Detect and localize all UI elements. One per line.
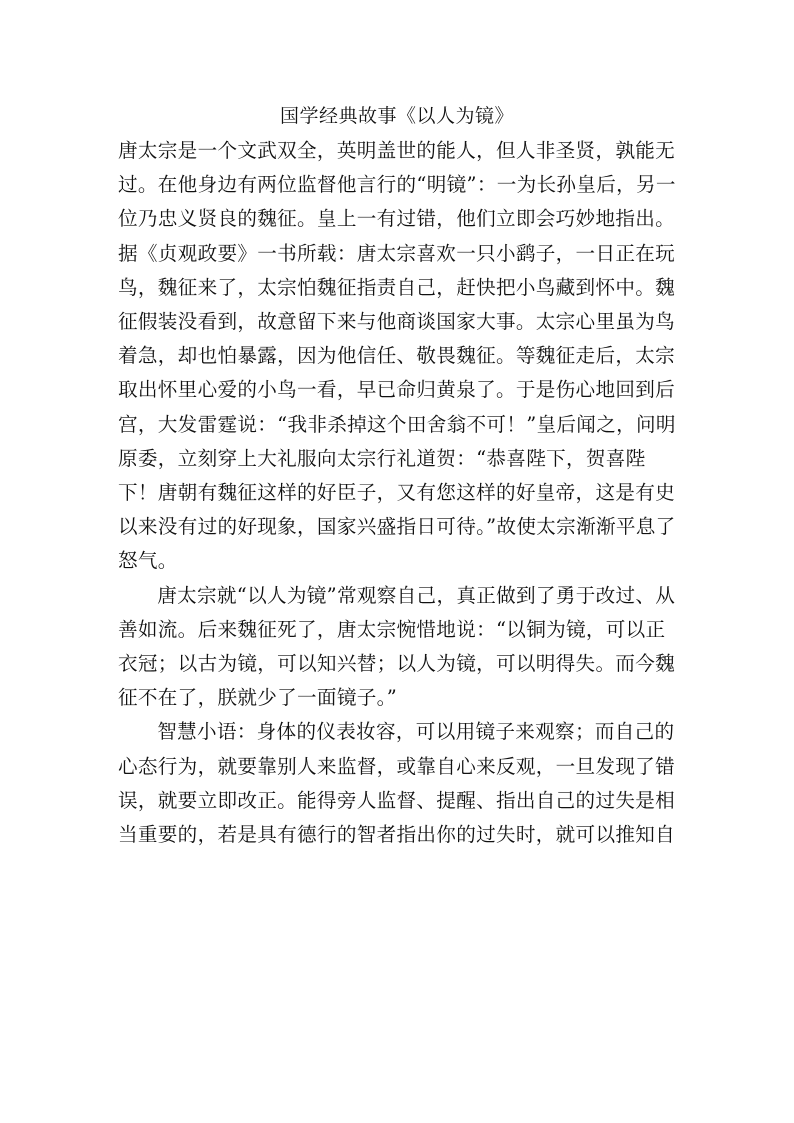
paragraph-story: 唐太宗是一个文武双全，英明盖世的能人，但人非圣贤，孰能无过。在他身边有两位监督他言行的“明镜”：一为长孙皇后，另一位乃忠义贤良的魏征。皇上一有过错，他们立即会巧妙地指出。据《贞观政要》一书所载：唐太宗喜欢一只小鹞子，一日正在玩鸟，魏征来了，太宗怕魏征指责自己，赶快把小鸟藏到怀中。魏征假装没看到，故意留下来与他商谈国家大事。太宗心里虽为鸟着急，却也怕暴露，因为他信任、敬畏魏征。等魏征走后，太宗取出怀里心爱的小鸟一看，早已命归黄泉了。于是伤心地回到后宫，大发雷霆说：“我非杀掉这个田舍翁不可！”皇后闻之，问明原委，立刻穿上大礼服向太宗行礼道贺：“恭喜陛下，贺喜陛下！唐朝有魏征这样的好臣子，又有您这样的好皇帝，这是有史以来没有过的好现象，国家兴盛指日可待。”故使太宗渐渐平息了怒气。 <box>118 139 676 573</box>
document-body <box>118 134 678 852</box>
paragraph-mirror-quote: 唐太宗就“以人为镜”常观察自己，真正做到了勇于改过、从善如流。后来魏征死了，唐太宗惋惜地说：“以铜为镜，可以正衣冠；以古为镜，可以知兴替；以人为镜，可以明得失。而今魏征不在了，朕就少了一面镜子。” <box>118 583 676 710</box>
paragraph-wisdom-note: 智慧小语：身体的仪表妆容，可以用镜子来观察；而自己的心态行为，就要靠别人来监督，或靠自心来反观，一旦发现了错误，就要立即改正。能得旁人监督、提醒、指出自己的过失是相当重要的，若是具有德行的智者指出你的过失时，就可以推知自 <box>118 720 676 847</box>
document-title: 国学经典故事《以人为镜》 <box>279 105 514 127</box>
